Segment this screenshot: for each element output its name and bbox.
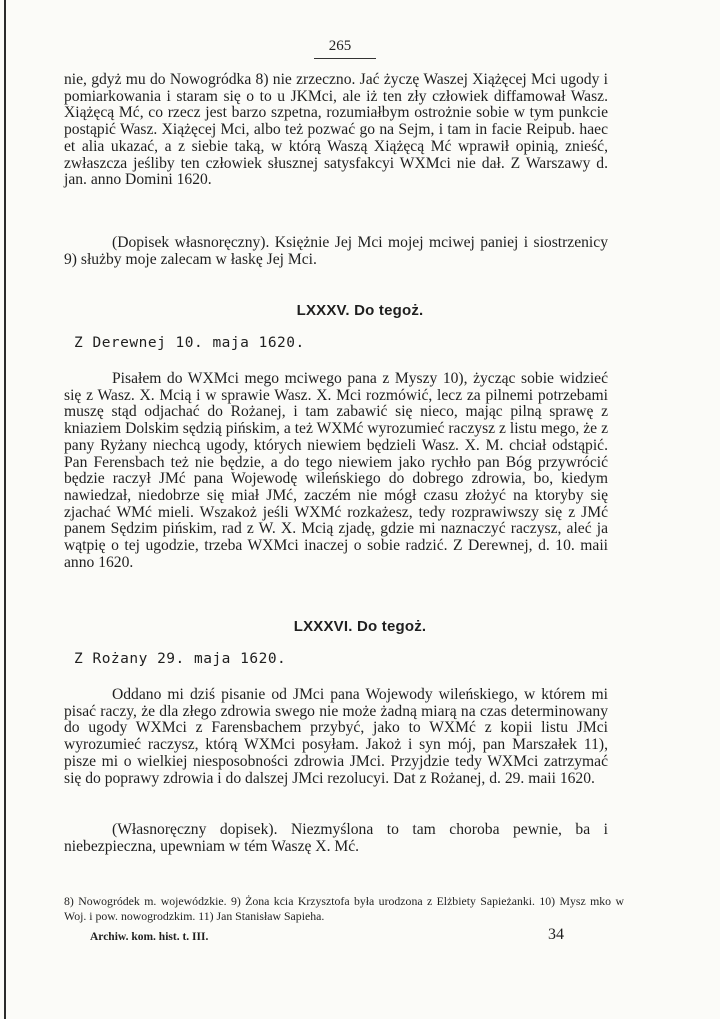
section-2-text: Oddano mi dziś pisanie od JMci pana Wojewody wileńskiego, w którem mi pisać raczy, że dla złego zdrowia swego nie może żadną miarą na czas determinowany do ugody WXMci z Farensbachem przybyć, jako to WXMć z kopii listu JMci wyrozumieć raczysz, którą WXMci posyłam. Jakoż i syn mój, pan Marszałek 11), pisze mi o wielkiej niesposobności zdrowia JMci. Przyjdzie tedy WXMci zatrzymać się do poprawy zdrowia i do dalszej JMci rezolucyi. Dat z Rożanej, d. 29. maii 1620. bbox=[64, 686, 608, 787]
section-1-dateline: Z Derewnej 10. maja 1620. bbox=[74, 335, 305, 351]
footnotes: 8) Nowogródek m. wojewódzkie. 9) Żona kcia Krzysztofa była urodzona z Elżbiety Sapieżanki. 10) Mysz mko w Woj. i pow. nowogrodzkim. 11) Jan Stanisław Sapieha. bbox=[64, 894, 624, 923]
page-number-underline bbox=[314, 58, 376, 59]
section-2-postscript bbox=[64, 822, 608, 855]
intro-text: nie, gdyż mu do Nowogródka 8) nie zrzeczno. Jać życzę Waszej Xiążęcej Mci ugody i pomiarkowania i staram się o to u JKMci, ale iż ten zły człowiek diffamował Wasz. Xiążęcą Mć, co rzecz jest barzo szpetna, rozumiałbym ostrożnie sobie w tym punkcie postąpić Wasz. Xiążęcej Mci, albo też pozwać go na Sejm, i tam in facie Reipub. haec et alia ukazać, a z siebie taką, w którą Waszą Xiążęcą Mć wprawił opinią, znieść, zwłaszcza jeśliby ten człowiek słusznej satysfakcyi WXMci nie dał. Z Warszawy d. jan. anno Domini 1620. bbox=[64, 71, 608, 189]
page-number: 265 bbox=[328, 38, 352, 54]
section-2-body bbox=[64, 687, 608, 787]
section-2-postscript-text: (Własnoręczny dopisek). Niezmyślona to tam choroba pewnie, ba i niebezpieczna, upewniam w tém Waszę X. Mć. bbox=[64, 821, 608, 855]
section-2-dateline: Z Rożany 29. maja 1620. bbox=[74, 651, 287, 667]
postscript-paragraph-1 bbox=[64, 235, 608, 268]
section-1-text: Pisałem do WXMci mego mciwego pana z Myszy 10), życząc sobie widzieć się z Wasz. X. Mcią i w sprawie Wasz. X. Mci rozmówić, lecz za pilnemi potrzebami muszę stąd odjachać do Rożanej, i tam zabawić się nieco, mając pilną sprawę z kniaziem Dolskim sędzią pińskim, a też WXMć wyrozumieć raczysz z listu mego, że z pany Ryżany niechcą ugody, których niewiem będzieli Wasz. X. M. chciał odstąpić. Pan Ferensbach też nie będzie, a do tego niewiem jako rychło pan Bóg przywrócić będzie raczył JMć pana Wojewodę wileńskiego do dobrego zdrowia, bo, kiedym nawiedzał, niedobrze się miał JMć, zaczém nie mógł czasu złożyć na ktoryby się zjachać WMć mieli. Wszakoż jeśli WXMć rozkażesz, tedy rozprawiwszy się z JMć panem Sędzim pińskim, rad z W. X. Mcią zjadę, gdzie mi naznaczyć raczysz, aleć ja wątpię o tej ugodzie, trzeba WXMci inaczej o sobie radzić. Z Derewnej, d. 10. maii anno 1620. bbox=[64, 370, 608, 571]
binding-edge-line bbox=[4, 0, 6, 1019]
section-2-title: LXXXVI. Do tegoż. bbox=[293, 618, 427, 635]
footer-source: Archiw. kom. hist. t. III. bbox=[90, 931, 209, 943]
section-1-body bbox=[64, 371, 608, 571]
footer-signature-number: 34 bbox=[548, 926, 564, 943]
postscript-text-1: (Dopisek własnoręczny). Księżnie Jej Mci mojej mciwej paniej i siostrzenicy 9) służby moje zalecam w łaskę Jej Mci. bbox=[64, 234, 608, 268]
section-1-title: LXXXV. Do tegoż. bbox=[296, 302, 424, 319]
intro-paragraph bbox=[64, 72, 608, 189]
